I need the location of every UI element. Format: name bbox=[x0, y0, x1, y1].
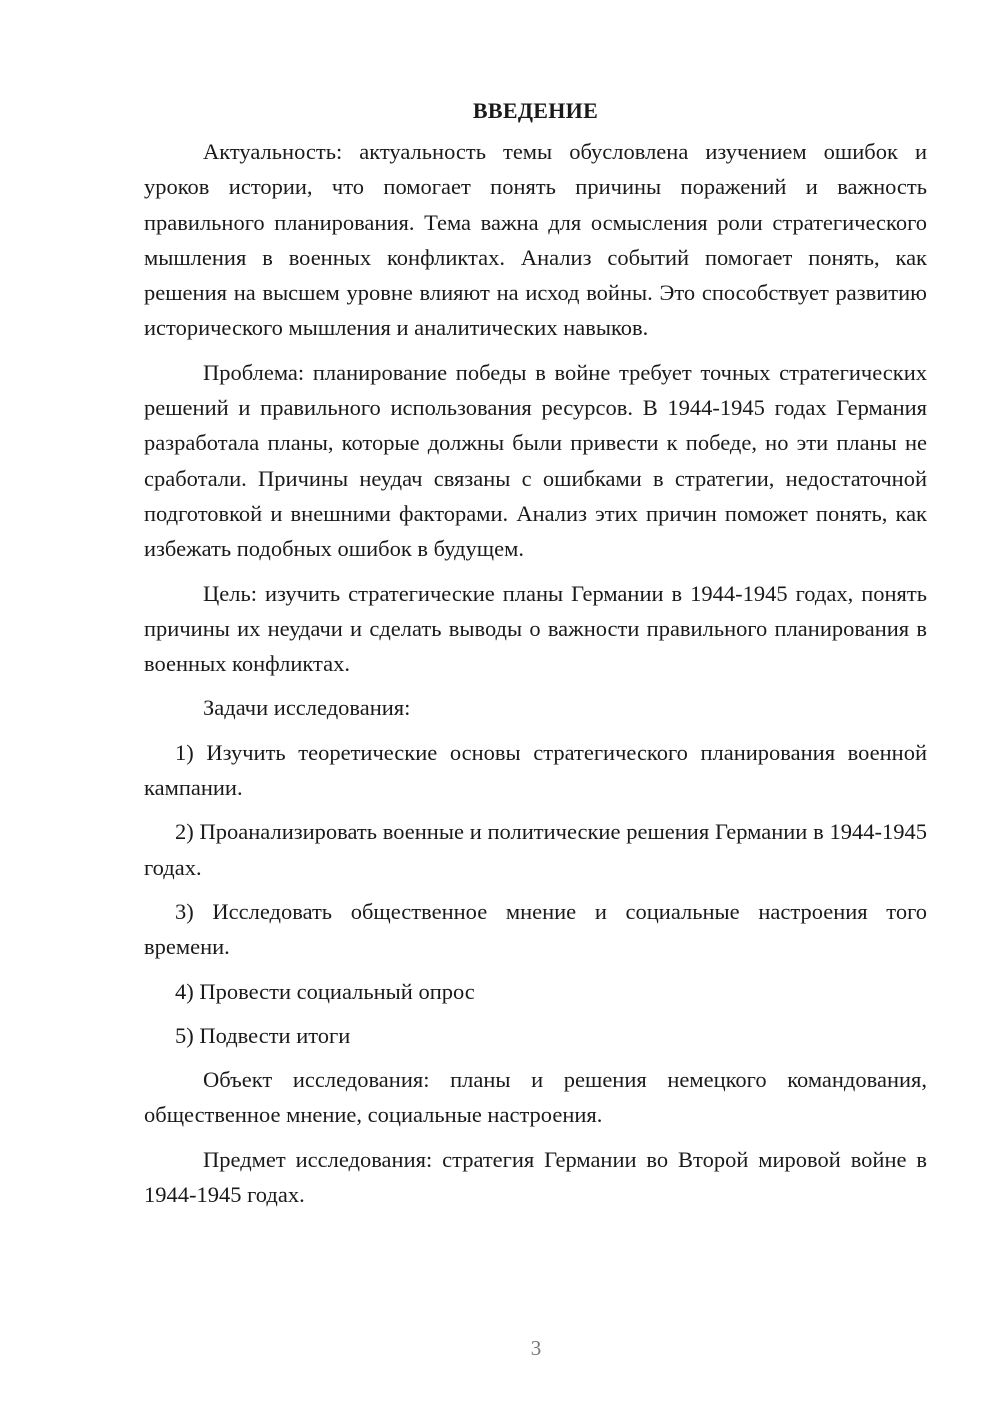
page-content bbox=[144, 96, 927, 1212]
tasks-heading: Задачи исследования: bbox=[203, 695, 411, 721]
page-number: 3 bbox=[530, 1336, 542, 1360]
task-item: 2) Проанализировать военные и политические решения Германии в 1944-1945 годах. bbox=[144, 819, 927, 880]
task-item: 4) Провести социальный опрос bbox=[175, 978, 475, 1004]
section-title: ВВЕДЕНИЕ bbox=[472, 98, 599, 123]
subject-paragraph: Предмет исследования: стратегия Германии во Второй мировой войне в 1944-1945 годах. bbox=[144, 1146, 927, 1208]
task-item: 1) Изучить теоретические основы стратегического планирования военной кампании. bbox=[144, 739, 927, 801]
object-paragraph: Объект исследования: планы и решения немецкого командования, общественное мнение, социальные настроения. bbox=[144, 1067, 927, 1128]
problem-paragraph: Проблема: планирование победы в войне требует точных стратегических решений и правильного использования ресурсов. В 1944-1945 годах Германия разработала планы, которые должны были привести к победе, но эти планы не сработали. Причины неудач связаны с ошибками в стратегии, недостаточной подготовкой и внешними факторами. Анализ этих причин поможет понять, как избежать подобных ошибок в будущем. bbox=[144, 359, 927, 562]
goal-paragraph: Цель: изучить стратегические планы Германии в 1944-1945 годах, понять причины их неудачи и сделать выводы о важности правильного планирования в военных конфликтах. bbox=[144, 580, 927, 677]
task-item: 3) Исследовать общественное мнение и социальные настроения того времени. bbox=[144, 898, 927, 960]
relevance-paragraph: Актуальность: актуальность темы обусловлена изучением ошибок и уроков истории, что помогает понять причины поражений и важность правильного планирования. Тема важна для осмысления роли стратегического мышления в военных конфликтах. Анализ событий помогает понять, как решения на высшем уровне влияют на исход войны. Это способствует развитию исторического мышления и аналитических навыков. bbox=[144, 139, 927, 341]
task-item: 5) Подвести итоги bbox=[175, 1022, 351, 1048]
